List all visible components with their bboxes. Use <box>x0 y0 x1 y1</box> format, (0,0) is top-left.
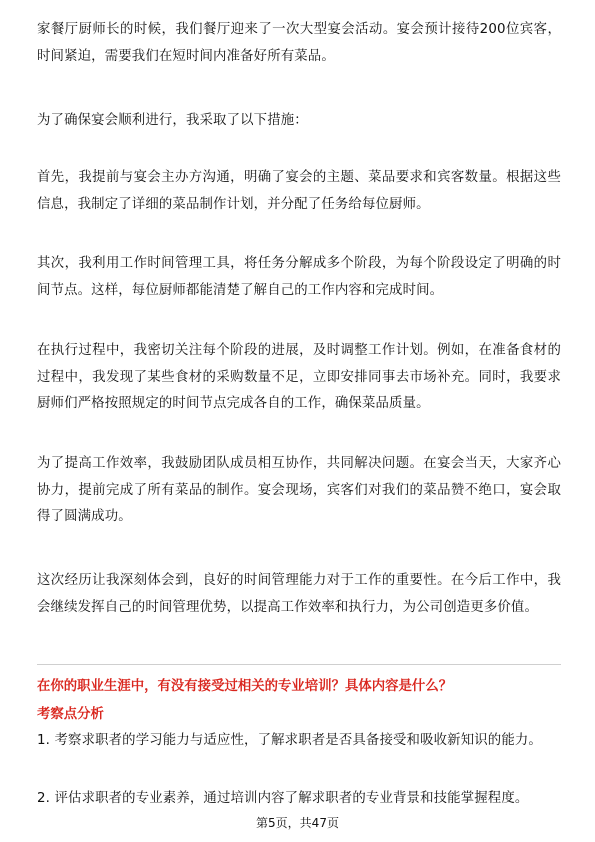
interview-question: 在你的职业生涯中，有没有接受过相关的专业培训？具体内容是什么？ <box>37 679 453 694</box>
paragraph-first: 首先，我提前与宴会主办方沟通，明确了宴会的主题、菜品要求和宾客数量。根据这些信息，我制定了详细的菜品制作计划，并分配了任务给每位厨师。 <box>37 170 561 212</box>
section-divider <box>37 664 561 665</box>
analysis-title: 考察点分析 <box>37 707 104 722</box>
paragraph-second: 其次，我利用工作时间管理工具，将任务分解成多个阶段，为每个阶段设定了明确的时间节点。这样，每位厨师都能清楚了解自己的工作内容和完成时间。 <box>37 256 561 298</box>
paragraph-conclusion: 这次经历让我深刻体会到，良好的时间管理能力对于工作的重要性。在今后工作中，我会继续发挥自己的时间管理优势，以提高工作效率和执行力，为公司创造更多价值。 <box>37 573 561 615</box>
analysis-item-2: 2. 评估求职者的专业素养，通过培训内容了解求职者的专业背景和技能掌握程度。 <box>37 791 529 806</box>
analysis-item-1: 1. 考察求职者的学习能力与适应性，了解求职者是否具备接受和吸收新知识的能力。 <box>37 733 542 748</box>
paragraph-intro: 家餐厅厨师长的时候，我们餐厅迎来了一次大型宴会活动。宴会预计接待200位宾客，时间紧迫，需要我们在短时间内准备好所有菜品。 <box>37 22 561 64</box>
paragraph-teamwork: 为了提高工作效率，我鼓励团队成员相互协作，共同解决问题。在宴会当天，大家齐心协力，提前完成了所有菜品的制作。宴会现场，宾客们对我们的菜品赞不绝口，宴会取得了圆满成功。 <box>37 456 561 524</box>
page-number: 第5页，共47页 <box>256 816 339 830</box>
paragraph-execution: 在执行过程中，我密切关注每个阶段的进展，及时调整工作计划。例如，在准备食材的过程中，我发现了某些食材的采购数量不足，立即安排同事去市场补充。同时，我要求厨师们严格按照规定的时间节点完成各自的工作，确保菜品质量。 <box>37 343 561 411</box>
paragraph-measures: 为了确保宴会顺利进行，我采取了以下措施： <box>37 113 308 128</box>
